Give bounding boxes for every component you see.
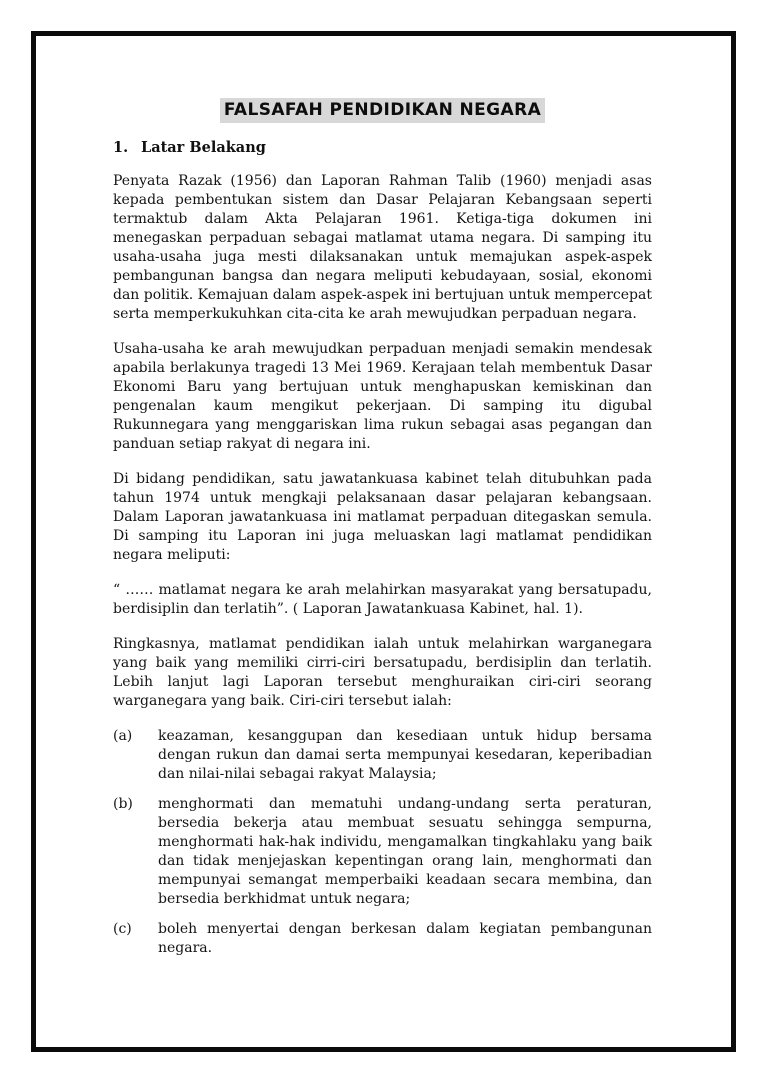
list-item-b-label: (b) [113,796,133,812]
document-title [113,93,652,123]
paragraph-background-2: Usaha-usaha ke arah mewujudkan perpaduan menjadi semakin mendesak apabila berlakunya tragedi 13 Mei 1969. Kerajaan telah membentuk Dasar Ekonomi Baru yang bertujuan untuk menghapuskan kemiskinan dan pengenalan kaum mengikut pekerjaan. Di samping itu digubal Rukunnegara yang menggariskan lima rukun sebagai asas pegangan dan panduan setiap rakyat di negara ini. [113,341,652,452]
section-title: Latar Belakang [141,139,266,156]
document-title-highlight: FALSAFAH PENDIDIKAN NEGARA [220,98,545,123]
paragraph-summary: Ringkasnya, matlamat pendidikan ialah untuk melahirkan warganegara yang baik yang memiliki cirri-ciri bersatupadu, berdisiplin dan terlatih. Lebih lanjut lagi Laporan tersebut menghuraikan ciri-ciri seorang warganegara yang baik. Ciri-ciri tersebut ialah: [113,636,652,709]
list-item-a-label: (a) [113,728,133,744]
characteristics-list [113,727,652,958]
paragraph-background-3: Di bidang pendidikan, satu jawatankuasa kabinet telah ditubuhkan pada tahun 1974 untuk mengkaji pelaksanaan dasar pelajaran kebangsaan. Dalam Laporan jawatankuasa ini matlamat perpaduan ditegaskan semula. Di samping itu Laporan ini juga meluaskan lagi matlamat pendidikan negara meliputi: [113,471,652,563]
list-item-b-text: menghormati dan mematuhi undang-undang serta peraturan, bersedia bekerja atau membuat sesuatu sehingga sempurna, menghormati hak-hak individu, mengamalkan tingkahlaku yang baik dan tidak menjejaskan kepentingan orang lain, menghormati dan mempunyai semangat memperbaiki keadaan secara membina, dan bersedia berkhidmat untuk negara; [158,796,652,907]
list-item-c [113,920,652,958]
section-heading [113,138,652,157]
quote-paragraph: “ …… matlamat negara ke arah melahirkan masyarakat yang bersatupadu, berdisiplin dan terlatih”. ( Laporan Jawatankuasa Kabinet, hal. 1). [113,582,652,617]
list-item-c-label: (c) [113,921,132,937]
list-item-a-text: keazaman, kesanggupan dan kesediaan untuk hidup bersama dengan rukun dan damai serta mempunyai kesedaran, keperibadian dan nilai-nilai sebagai rakyat Malaysia; [158,728,652,782]
section-number: 1. [113,139,129,156]
paragraph-background-1: Penyata Razak (1956) dan Laporan Rahman Talib (1960) menjadi asas kepada pembentukan sistem dan Dasar Pelajaran Kebangsaan seperti termaktub dalam Akta Pelajaran 1961. Ketiga-tiga dokumen ini menegaskan perpaduan sebagai matlamat utama negara. Di samping itu usaha-usaha juga mesti dilaksanakan untuk memajukan aspek-aspek pembangunan bangsa dan negara meliputi kebudayaan, sosial, ekonomi dan politik. Kemajuan dalam aspek-aspek ini bertujuan untuk mempercepat serta memperkukuhkan cita-cita ke arah mewujudkan perpaduan negara. [113,173,652,322]
document-page [31,31,736,1052]
list-item-a [113,727,652,784]
list-item-b [113,795,652,909]
list-item-c-text: boleh menyertai dengan berkesan dalam kegiatan pembangunan negara. [158,921,652,956]
